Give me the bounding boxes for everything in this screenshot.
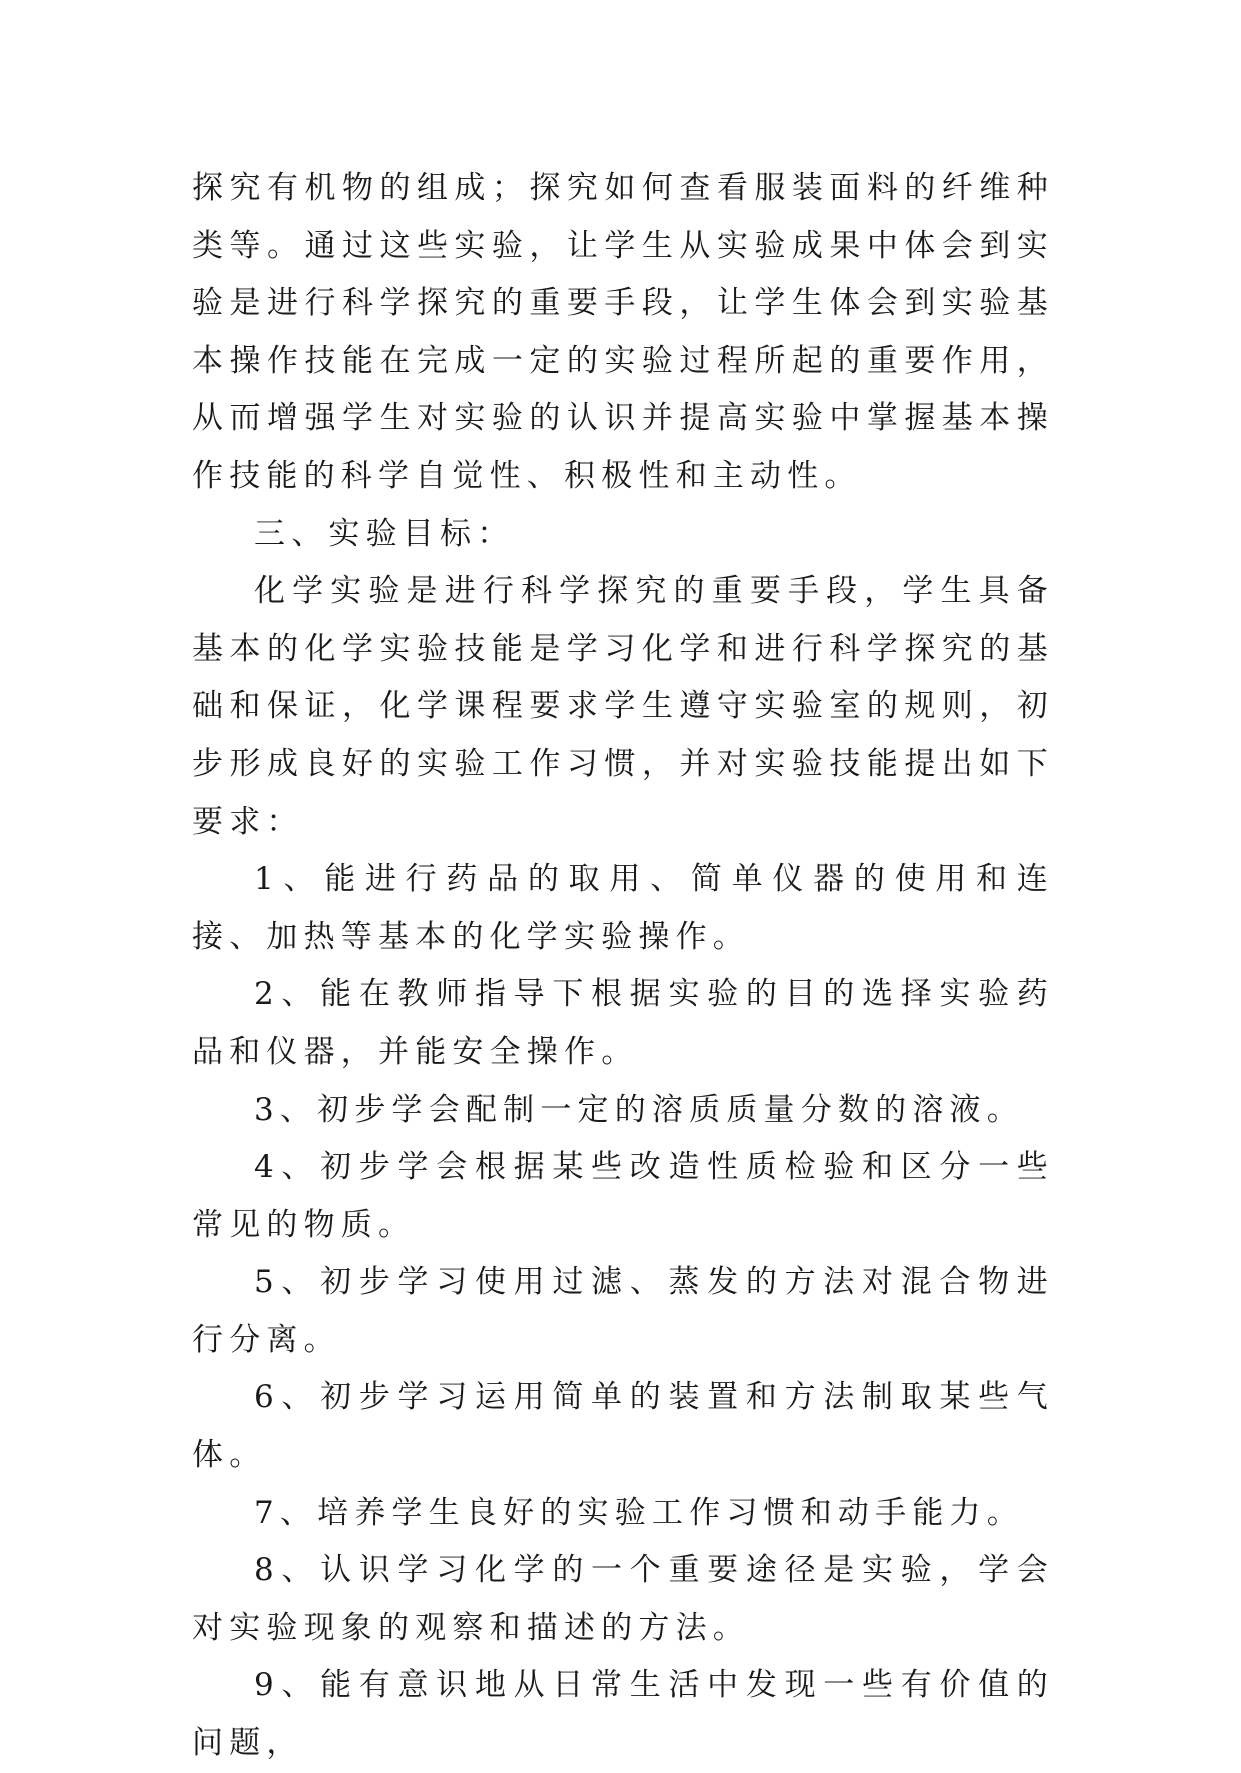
objective-item-5: 5、初步学习使用过滤、蒸发的方法对混合物进行分离。 [192,1264,1054,1358]
overview-paragraph: 化学实验是进行科学探究的重要手段，学生具备基本的化学实验技能是学习化学和进行科学探究的基础和保证，化学课程要求学生遵守实验室的规则，初步形成良好的实验工作习惯，并对实验技能提出如下要求： [192,573,1054,840]
intro-paragraph: 探究有机物的组成；探究如何查看服装面料的纤维种类等。通过这些实验，让学生从实验成果中体会到实验是进行科学探究的重要手段，让学生体会到实验基本操作技能在完成一定的实验过程所起的重要作用，从而增强学生对实验的认识并提高实验中掌握基本操作技能的科学自觉性、积极性和主动性。 [192,170,1054,494]
objective-item-7: 7、培养学生良好的实验工作习惯和动手能力。 [254,1494,1024,1531]
objective-item-6: 6、初步学习运用简单的装置和方法制取某些气体。 [192,1379,1054,1474]
objective-item-8: 8、认识学习化学的一个重要途径是实验，学会对实验现象的观察和描述的方法。 [192,1552,1054,1646]
objective-item-4: 4、初步学会根据某些改造性质检验和区分一些常见的物质。 [192,1149,1054,1243]
objective-item-1: 1、能进行药品的取用、简单仪器的使用和连接、加热等基本的化学实验操作。 [192,861,1054,955]
objective-item-9: 9、能有意识地从日常生活中发现一些有价值的问题， [192,1667,1054,1762]
document-body [192,160,1054,1773]
objective-item-2: 2、能在教师指导下根据实验的目的选择实验药品和仪器，并能安全操作。 [192,976,1054,1070]
objective-item-3: 3、初步学会配制一定的溶质质量分数的溶液。 [254,1091,1024,1128]
section-heading: 三、实验目标： [254,515,515,552]
